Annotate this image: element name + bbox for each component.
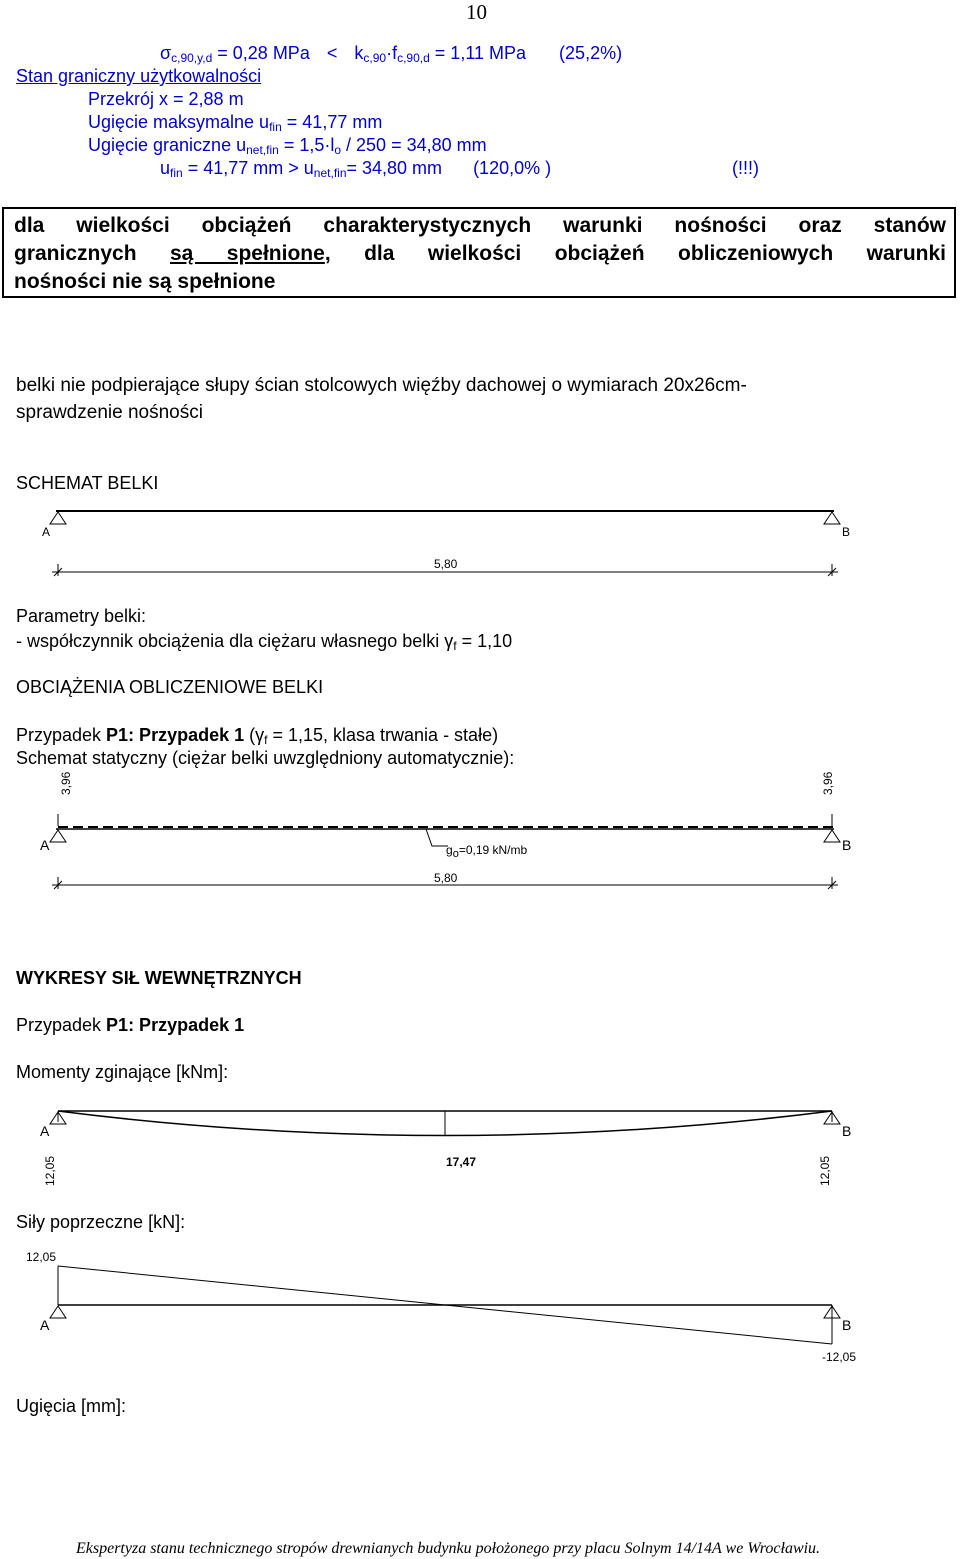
moment-support-b-label: B [842, 1123, 852, 1139]
cmp-sub2: net,fin [313, 166, 347, 180]
conclusion-line-2 [14, 240, 946, 268]
limit-deflection-sub2: o [334, 143, 342, 157]
forces-case-name: P1: Przypadek 1 [106, 1015, 245, 1035]
support-b-label: B [842, 525, 851, 539]
support-b-icon-2 [824, 830, 840, 842]
load-g-sub: o [452, 848, 459, 860]
max-deflection-label: Ugięcie maksymalne u [88, 112, 270, 132]
page-footer: Ekspertyza stanu technicznego stropów drewnianych budynku położonego przy placu Solnym 14/14A we Wrocławiu. [76, 1540, 821, 1557]
stress-check-line [160, 43, 622, 64]
page-number: 10 [466, 0, 487, 24]
params-gamma-value: = 1,10 [456, 631, 513, 651]
deflection-comparison [160, 158, 551, 179]
forces-case-line [16, 1015, 244, 1036]
cmp-percent: (120,0% ) [473, 158, 552, 178]
sigma-symbol: σ [160, 43, 172, 63]
load-case-name: P1: Przypadek 1 [106, 725, 245, 745]
load-case-prefix: Przypadek [16, 725, 107, 745]
load-case-sub: f [264, 733, 268, 747]
moment-mid-value: 17,47 [446, 1155, 477, 1169]
conclusion-line-1: dla wielkości obciążeń charakterystycznych warunki nośności oraz stanów [14, 214, 946, 237]
conclusion-line-2a: granicznych [14, 242, 170, 265]
cmp-value: = 34,80 mm [346, 158, 443, 178]
beam-title-2: sprawdzenie nośności [16, 402, 203, 423]
cmp-mid: = 41,77 mm > u [187, 158, 314, 178]
load-value-label [446, 843, 528, 860]
load-case-line [16, 725, 498, 746]
shear-title: Siły poprzeczne [kN]: [16, 1212, 186, 1232]
params-gamma-line [16, 631, 512, 652]
shear-diagram [0, 1244, 960, 1374]
conclusion-line-3: nośności nie są spełnione [14, 270, 276, 293]
max-deflection-value: = 41,77 mm [286, 112, 383, 132]
f-symbol: f [392, 43, 398, 63]
load-g: g [446, 843, 453, 857]
cmp-alert: (!!!) [732, 158, 759, 178]
utilization-percent: (25,2%) [559, 43, 623, 63]
limit-deflection [88, 135, 487, 156]
moment-left-value: 12,05 [43, 1155, 57, 1186]
moment-support-a-label: A [40, 1123, 50, 1139]
schema-title: SCHEMAT BELKI [16, 473, 159, 493]
moment-right-value: 12,05 [818, 1155, 832, 1186]
cmp-sub1: fin [170, 166, 183, 180]
shear-support-b-label: B [842, 1317, 852, 1333]
less-than-sign: < [326, 43, 338, 63]
moment-diagram [0, 1100, 960, 1200]
params-title: Parametry belki: [16, 606, 147, 626]
cmp-u: u [160, 158, 171, 178]
load-case-rest: = 1,15, klasa trwania - stałe) [267, 725, 499, 745]
k-symbol: k [354, 43, 364, 63]
sigma-value: = 0,28 MPa [217, 43, 310, 63]
loads-title: OBCIĄŻENIA OBLICZENIOWE BELKI [16, 677, 324, 697]
section-location: Przekrój x = 2,88 m [88, 89, 244, 109]
params-gamma-symbol: γ [444, 631, 454, 651]
max-deflection-sub: fin [269, 120, 282, 134]
moments-title: Momenty zginające [kNm]: [16, 1062, 229, 1082]
sigma-subscript: c,90,y,d [171, 51, 213, 65]
params-gamma-label: - współczynnik obciążenia dla ciężaru własnego belki [16, 631, 445, 651]
beam-title-1: belki nie podpierające słupy ścian stolcowych więźby dachowej o wymiarach 20x26cm- [16, 375, 747, 396]
load-diagram [0, 768, 960, 888]
sgu-heading: Stan graniczny użytkowalności [16, 66, 262, 86]
conclusion-line-2c: , dla wielkości obciążeń obliczeniowych warunki [324, 242, 946, 265]
load-support-a-label: A [40, 837, 50, 853]
limit-deflection-formula: = 1,5·l [283, 135, 335, 155]
shear-support-a-label: A [40, 1317, 50, 1333]
beam-schema-diagram [0, 500, 960, 590]
limit-deflection-value: / 250 = 34,80 mm [341, 135, 487, 155]
load-support-b-label: B [842, 837, 852, 853]
support-b-icon [824, 512, 840, 524]
deflection-title: Ugięcia [mm]: [16, 1396, 127, 1416]
forces-title: WYKRESY SIŁ WEWNĘTRZNYCH [16, 968, 302, 988]
load-leader-line [426, 829, 448, 846]
reaction-right-label: 3,96 [821, 771, 835, 795]
params-gamma-sub: f [453, 639, 457, 653]
shear-left-value: 12,05 [26, 1250, 57, 1264]
k-subscript: c,90 [363, 51, 387, 65]
load-span-label: 5,80 [434, 871, 458, 885]
multiply-dot: · [386, 43, 393, 63]
strength-value: = 1,11 MPa [434, 43, 527, 63]
shear-support-a-icon [50, 1306, 66, 1318]
load-case-gamma: (γ [244, 725, 265, 745]
f-subscript: c,90,d [397, 51, 430, 65]
reaction-left-label: 3,96 [59, 771, 73, 795]
support-a-label: A [42, 525, 51, 539]
span-label: 5,80 [434, 557, 458, 571]
conclusion-line-2b: są spełnione [169, 242, 325, 265]
limit-deflection-sub: net,fin [246, 143, 279, 157]
conclusion-text [14, 212, 946, 296]
support-a-icon-2 [50, 830, 66, 842]
static-scheme-text: Schemat statyczny (ciężar belki uwzględniony automatycznie): [16, 748, 515, 768]
load-value: =0,19 kN/mb [458, 843, 528, 857]
support-a-icon [50, 512, 66, 524]
shear-right-value: -12,05 [822, 1350, 857, 1364]
max-deflection [88, 112, 382, 133]
forces-case-prefix: Przypadek [16, 1015, 107, 1035]
limit-deflection-label: Ugięcie graniczne u [88, 135, 247, 155]
